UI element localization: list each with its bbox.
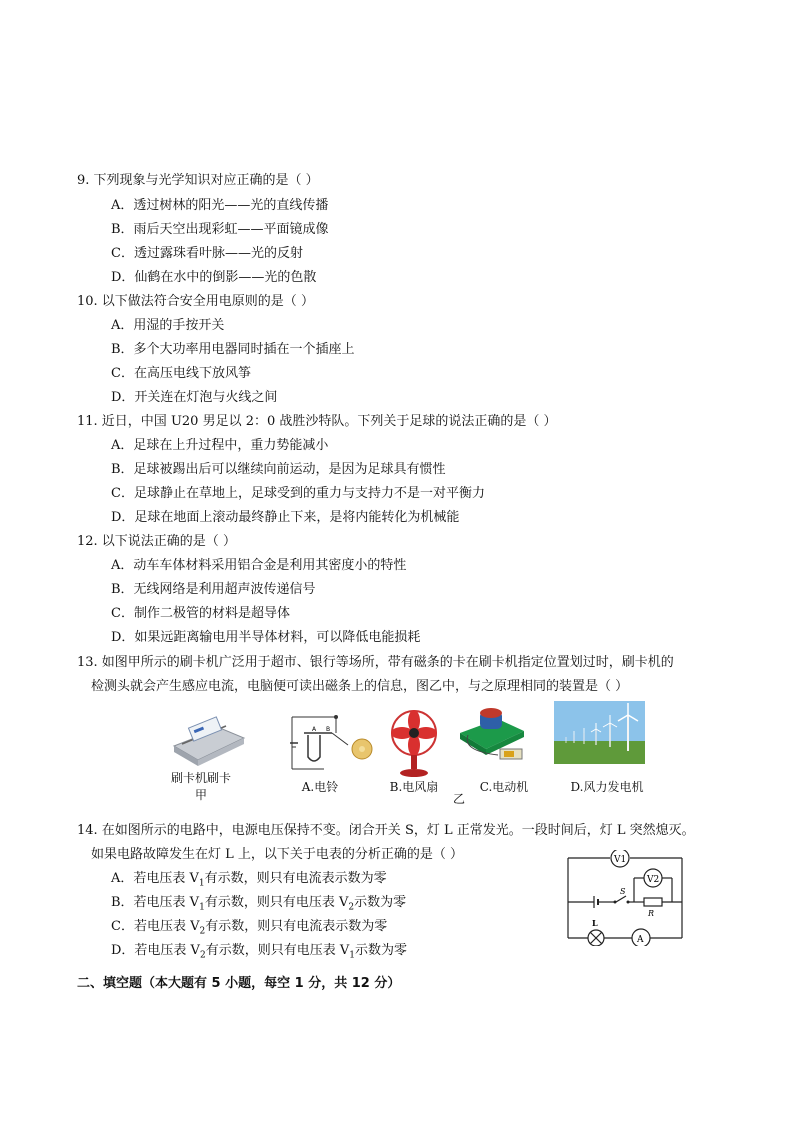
question-10-stem: 10. 以下做法符合安全用电原则的是（ ） bbox=[77, 294, 314, 309]
question-11-option-b: B．足球被踢出后可以继续向前运动，是因为足球具有惯性 bbox=[111, 462, 446, 477]
question-9-option-c: C．透过露珠看叶脉——光的反射 bbox=[111, 246, 303, 261]
resistor-label: R bbox=[648, 909, 655, 918]
electric-bell-figure bbox=[288, 713, 374, 773]
question-11-stem: 11. 近日，中国 U20 男足以 2：0 战胜沙特队。下列关于足球的说法正确的是（ ） bbox=[77, 414, 557, 429]
electric-fan-figure bbox=[386, 705, 442, 779]
option-d-wind-label: D.风力发电机 bbox=[570, 780, 644, 794]
question-14-option-d: D．若电压表 $V_2$有示数，则只有电压表 $V_1$示数为零 bbox=[111, 943, 407, 961]
electric-motor-figure bbox=[458, 701, 528, 771]
card-reader-sublabel: 甲 bbox=[194, 788, 207, 802]
option-b-fan-label: B.电风扇 bbox=[389, 780, 439, 794]
question-10-option-a: A．用湿的手按开关 bbox=[111, 318, 225, 333]
wind-turbine-figure bbox=[554, 701, 645, 764]
question-9-option-d: D．仙鹤在水中的倒影——光的色散 bbox=[111, 270, 317, 285]
question-9-stem: 9. 下列现象与光学知识对应正确的是（ ） bbox=[77, 173, 319, 188]
question-12-option-a: A．动车车体材料采用铝合金是利用其密度小的特性 bbox=[111, 558, 407, 573]
question-14-option-c: C．若电压表 $V_2$有示数，则只有电流表示数为零 bbox=[111, 919, 388, 937]
circuit-diagram bbox=[560, 850, 690, 946]
svg-text:A: A bbox=[312, 726, 317, 733]
question-10-option-b: B．多个大功率用电器同时插在一个插座上 bbox=[111, 342, 355, 357]
option-a-bell-label: A.电铃 bbox=[301, 780, 339, 794]
card-reader-label: 刷卡机刷卡 bbox=[170, 771, 231, 785]
question-14-option-b: B．若电压表 $V_1$有示数，则只有电压表 $V_2$示数为零 bbox=[111, 895, 407, 913]
switch-icon bbox=[616, 896, 626, 902]
svg-text:B: B bbox=[326, 726, 331, 733]
option-c-motor-label: C.电动机 bbox=[479, 780, 529, 794]
figure-group-label: 乙 bbox=[452, 792, 465, 806]
question-13-stem: 13. 如图甲所示的刷卡机广泛用于超市、银行等场所，带有磁条的卡在刷卡机指定位置划过时，刷卡机的 bbox=[77, 655, 674, 670]
question-14-stem-cont: 如果电路故障发生在灯 L 上，以下关于电表的分析正确的是（ ） bbox=[91, 847, 464, 862]
question-13-stem-cont: 检测头就会产生感应电流，电脑便可读出磁条上的信息，图乙中，与之原理相同的装置是（ ） bbox=[91, 679, 629, 694]
lamp-label: L bbox=[592, 918, 598, 928]
question-9-option-b: B．雨后天空出现彩虹——平面镜成像 bbox=[111, 222, 329, 237]
switch-label: S bbox=[620, 887, 626, 896]
question-14-stem: 14. 在如图所示的电路中，电源电压保持不变。闭合开关 S，灯 L 正常发光。一段时间后，灯 L 突然熄灭。 bbox=[77, 823, 695, 838]
ammeter-label: A bbox=[637, 935, 644, 945]
question-12-stem: 12. 以下说法正确的是（ ） bbox=[77, 534, 236, 549]
question-12-option-c: C．制作二极管的材料是超导体 bbox=[111, 606, 290, 621]
question-10-option-d: D．开关连在灯泡与火线之间 bbox=[111, 390, 278, 405]
question-11-option-d: D．足球在地面上滚动最终静止下来，是将内能转化为机械能 bbox=[111, 510, 460, 525]
question-12-option-d: D．如果远距离输电用半导体材料，可以降低电能损耗 bbox=[111, 630, 421, 645]
question-11-option-c: C．足球静止在草地上，足球受到的重力与支持力不是一对平衡力 bbox=[111, 486, 485, 501]
question-11-option-a: A．足球在上升过程中，重力势能减小 bbox=[111, 438, 329, 453]
question-10-option-c: C．在高压电线下放风筝 bbox=[111, 366, 251, 381]
voltmeter-v1-text: V1 bbox=[614, 855, 627, 865]
resistor-icon bbox=[644, 898, 662, 906]
section-2-heading: 二、填空题（本大题有 5 小题，每空 1 分，共 12 分） bbox=[77, 976, 401, 991]
question-14-option-a: A．若电压表 $V_1$有示数，则只有电流表示数为零 bbox=[111, 871, 387, 889]
voltmeter-v2-text: V2 bbox=[647, 875, 660, 885]
question-9-option-a: A．透过树林的阳光——光的直线传播 bbox=[111, 198, 329, 213]
card-reader-figure bbox=[168, 716, 248, 768]
question-12-option-b: B．无线网络是利用超声波传递信号 bbox=[111, 582, 316, 597]
